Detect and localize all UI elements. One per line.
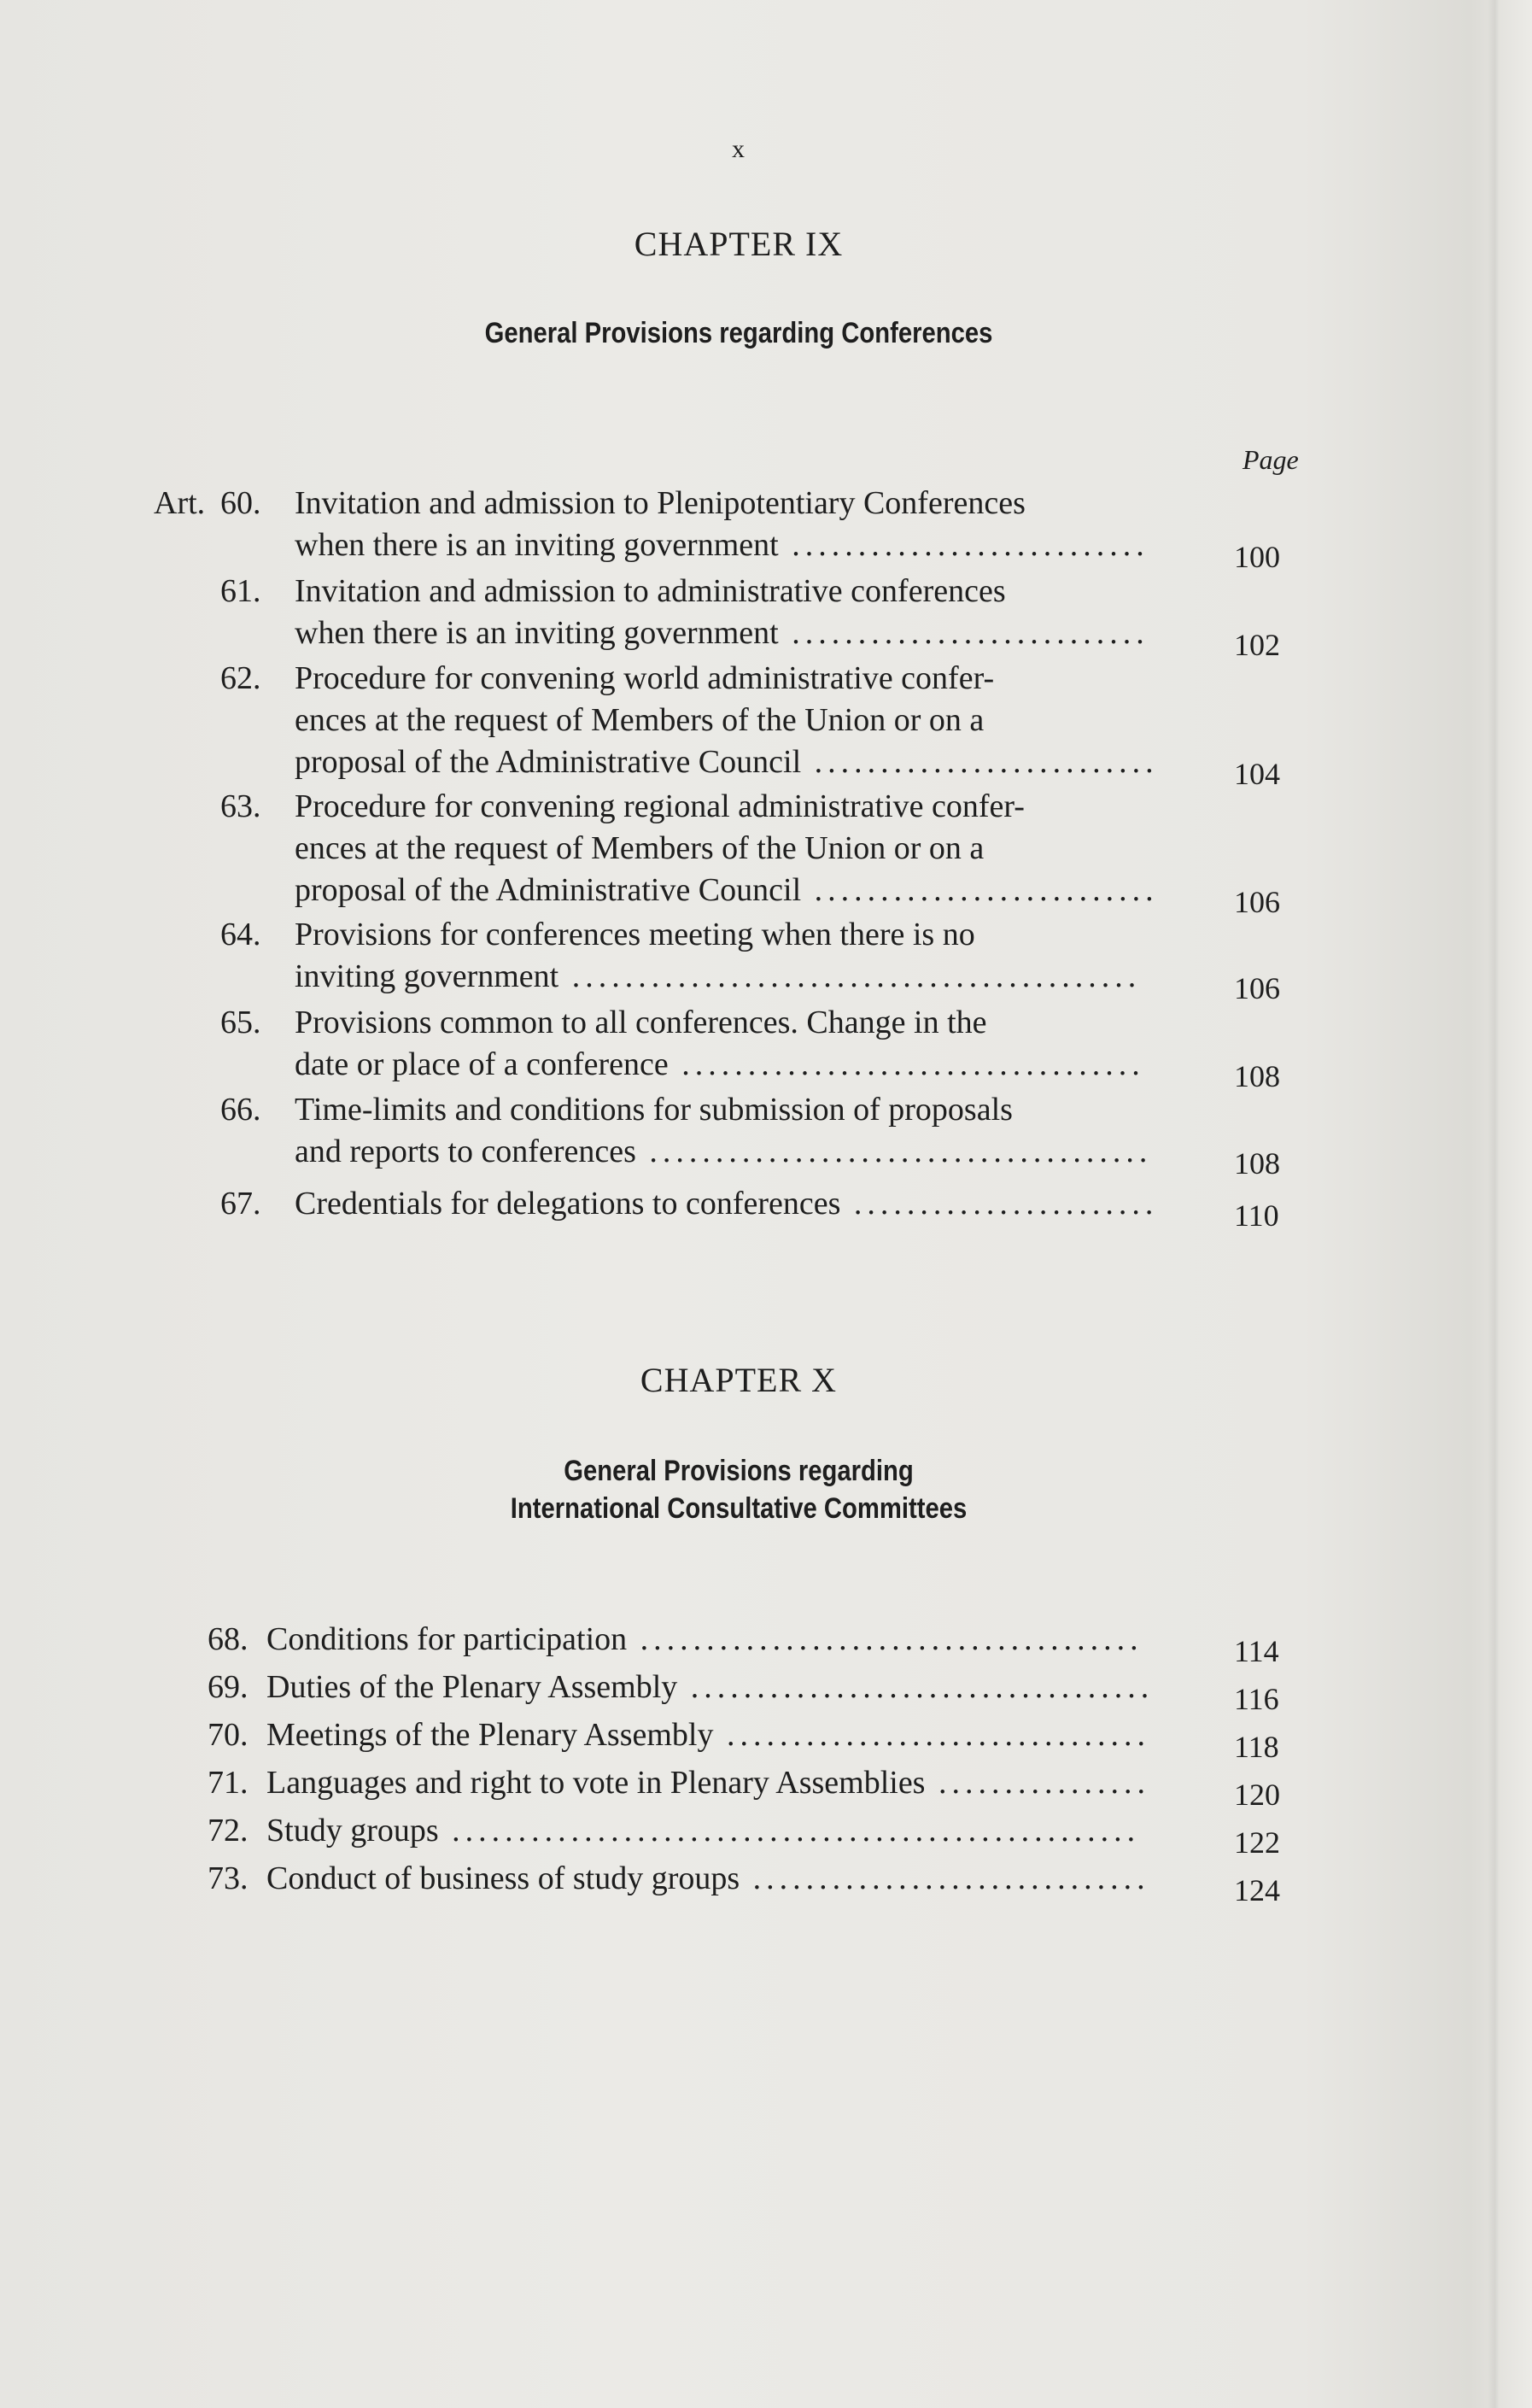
toc-entry-title xyxy=(295,1183,1183,1225)
toc-entry-title-text: Provisions for conferences meeting when there is no xyxy=(295,917,975,952)
toc-entry-title xyxy=(295,1089,1183,1173)
chapter-x-subtitle-line: International Consultative Committees xyxy=(510,1492,968,1525)
toc-entry-title-text: Provisions common to all conferences. Change in the xyxy=(295,1005,987,1040)
toc-entry-title xyxy=(266,1858,1155,1900)
toc-entry-title-line xyxy=(266,1667,1155,1708)
toc-entry-page: 110 xyxy=(1234,1198,1279,1233)
dot-leader: .............................. xyxy=(740,1860,1150,1896)
toc-entry-number: 72. xyxy=(208,1813,249,1848)
chapter-x-subtitle-line: General Provisions regarding xyxy=(564,1455,914,1487)
toc-entry-title xyxy=(266,1762,1155,1804)
toc-entry-number: 68. xyxy=(208,1621,249,1657)
toc-entry-number: 65. xyxy=(220,1005,261,1040)
toc-entry-title-line xyxy=(295,870,1183,911)
chapter-ix-subtitle-line: General Provisions regarding Conferences xyxy=(484,317,993,349)
toc-entry-title xyxy=(295,1002,1183,1086)
toc-entry-title-line xyxy=(295,1131,1183,1173)
toc-entry-title-text: when there is an inviting government xyxy=(295,527,779,563)
toc-entry-page: 116 xyxy=(1234,1682,1279,1716)
toc-entry-page: 102 xyxy=(1234,628,1280,662)
toc-entry-title-text: Study groups xyxy=(266,1813,439,1848)
dot-leader: ...................................... xyxy=(635,1134,1153,1169)
toc-entry-page: 114 xyxy=(1234,1634,1279,1668)
toc-entry-page: 100 xyxy=(1234,540,1280,574)
toc-entry-title-text: when there is an inviting government xyxy=(295,615,779,651)
toc-entry-title-line xyxy=(295,571,1183,612)
toc-entry-page: 108 xyxy=(1234,1059,1280,1093)
toc-entry-number: 61. xyxy=(220,573,261,609)
toc-entry-page: 108 xyxy=(1234,1146,1280,1181)
toc-entry-title-text: ences at the request of Members of the Union or on a xyxy=(295,702,985,738)
toc-entry-title-text: Duties of the Plenary Assembly xyxy=(266,1669,678,1705)
toc-entry-title-text: Procedure for convening world administrative confer- xyxy=(295,660,995,696)
toc-entry-title xyxy=(295,483,1183,566)
toc-entry-title-text: date or place of a conference xyxy=(295,1046,669,1082)
toc-entry-title-text: Meetings of the Plenary Assembly xyxy=(266,1717,714,1753)
dot-leader: ................ xyxy=(925,1765,1150,1801)
toc-entry-title-line xyxy=(295,1183,1183,1225)
dot-leader: ................................ xyxy=(713,1717,1150,1753)
toc-entry-title-text: proposal of the Administrative Council xyxy=(295,872,802,908)
toc-entry-title xyxy=(295,914,1183,998)
toc-entry-number: 62. xyxy=(220,660,261,696)
dot-leader: ................................... xyxy=(668,1046,1145,1082)
toc-entry-title-text: Conduct of business of study groups xyxy=(266,1860,740,1896)
toc-entry-page: 122 xyxy=(1234,1825,1280,1860)
toc-entry-title-line xyxy=(266,1619,1155,1661)
toc-entry-title-text: Invitation and admission to administrative conferences xyxy=(295,573,1006,609)
toc-entry-number: 69. xyxy=(208,1669,249,1705)
toc-entry-page: 106 xyxy=(1234,971,1280,1005)
toc-entry-title xyxy=(266,1667,1155,1708)
toc-entry-title xyxy=(295,571,1183,654)
dot-leader: .......................... xyxy=(801,872,1159,908)
toc-entry-title-text: Time-limits and conditions for submission of proposals xyxy=(295,1092,1013,1128)
toc-entry-number: 70. xyxy=(208,1717,249,1753)
binding-edge-shadow xyxy=(1488,0,1500,2408)
toc-entry-title-line xyxy=(295,658,1183,700)
toc-entry-title-line xyxy=(266,1858,1155,1900)
toc-entry-title-text: ences at the request of Members of the Union or on a xyxy=(295,830,985,866)
toc-entry-number: 73. xyxy=(208,1860,249,1896)
chapter-x-subtitle xyxy=(103,1452,1374,1527)
toc-entry-title-line xyxy=(295,524,1183,566)
toc-entry-title-line xyxy=(295,612,1183,654)
toc-entry-page: 104 xyxy=(1234,757,1280,791)
toc-entry-title-text: inviting government xyxy=(295,958,559,994)
toc-entry-title xyxy=(295,658,1183,783)
toc-entry-title-text: Credentials for delegations to conferences xyxy=(295,1186,841,1222)
chapter-ix-title: CHAPTER IX xyxy=(634,225,844,263)
toc-entry-page: 106 xyxy=(1234,885,1280,919)
toc-entry-number: 67. xyxy=(220,1186,261,1222)
toc-entry-title xyxy=(266,1714,1155,1756)
chapter-ix-subtitle xyxy=(103,314,1374,352)
toc-entry-number: 66. xyxy=(220,1092,261,1128)
toc-entry-title-line xyxy=(295,700,1183,741)
dot-leader: ........................................... xyxy=(558,958,1142,994)
dot-leader: .......................... xyxy=(801,744,1159,780)
chapter-x-title: CHAPTER X xyxy=(640,1361,838,1399)
toc-entry-title-text: Procedure for convening regional administrative confer- xyxy=(295,788,1025,824)
toc-entry-title-line xyxy=(295,786,1183,828)
dot-leader: .................................................... xyxy=(438,1813,1141,1848)
toc-entry-title xyxy=(295,786,1183,911)
toc-entry-prefix: Art. xyxy=(154,485,206,521)
toc-entry-title-line xyxy=(266,1762,1155,1804)
toc-entry-title-text: Invitation and admission to Plenipotentiary Conferences xyxy=(295,485,1026,521)
toc-entry-title-text: Conditions for participation xyxy=(266,1621,628,1657)
toc-entry-title-line xyxy=(295,956,1183,998)
toc-entry-page: 120 xyxy=(1234,1778,1280,1812)
toc-entry-title-line xyxy=(266,1810,1155,1852)
toc-entry-title-line xyxy=(295,483,1183,524)
page-number: x xyxy=(732,135,746,163)
toc-entry-page: 118 xyxy=(1234,1730,1279,1764)
toc-entry-title-line xyxy=(295,741,1183,783)
toc-entry-title-line xyxy=(295,1002,1183,1044)
toc-entry-number: 63. xyxy=(220,788,261,824)
dot-leader: ........................... xyxy=(778,615,1149,651)
toc-entry-title-text: Languages and right to vote in Plenary Assemblies xyxy=(266,1765,926,1801)
toc-entry-title-text: and reports to conferences xyxy=(295,1134,636,1169)
toc-entry-title-line xyxy=(295,914,1183,956)
toc-entry-title-text: proposal of the Administrative Council xyxy=(295,744,802,780)
page-column-header: Page xyxy=(1243,444,1299,475)
toc-entry-title-line xyxy=(295,828,1183,870)
dot-leader: ....................... xyxy=(840,1186,1159,1222)
toc-entry-title-line xyxy=(266,1714,1155,1756)
toc-entry-page: 124 xyxy=(1234,1873,1280,1907)
toc-entry-title-line xyxy=(295,1089,1183,1131)
dot-leader: ................................... xyxy=(677,1669,1155,1705)
toc-entry-number: 71. xyxy=(208,1765,249,1801)
dot-leader: ........................... xyxy=(778,527,1149,563)
toc-entry-title xyxy=(266,1619,1155,1661)
toc-entry-number: 64. xyxy=(220,917,261,952)
dot-leader: ...................................... xyxy=(627,1621,1143,1657)
toc-entry-title-line xyxy=(295,1044,1183,1086)
toc-entry-title xyxy=(266,1810,1155,1852)
toc-entry-number: 60. xyxy=(220,485,261,521)
